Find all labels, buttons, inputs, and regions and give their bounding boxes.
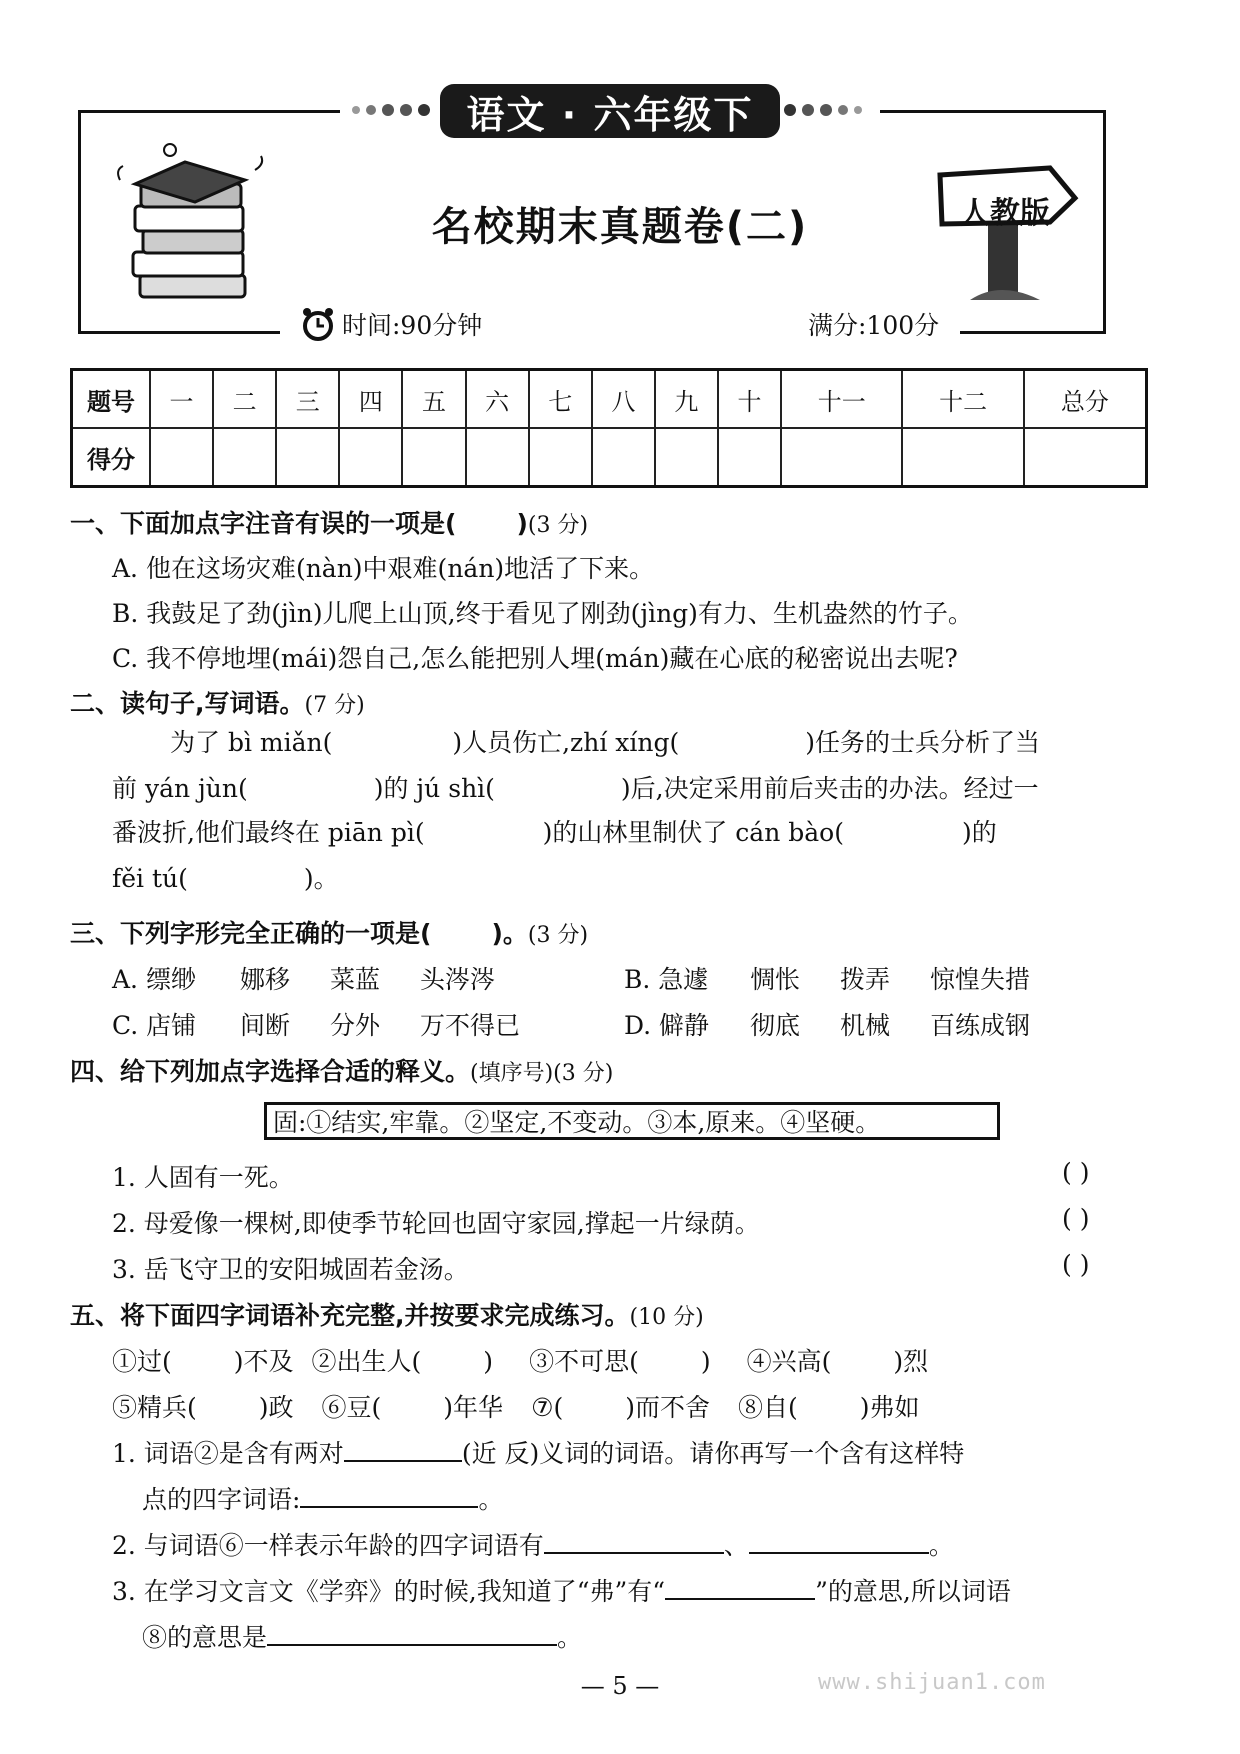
- question-5-title: [70, 1296, 704, 1332]
- q5-sub-2: [112, 1526, 954, 1562]
- option-word: 头涔涔: [420, 965, 496, 994]
- sub-text: 点的四字词语:: [142, 1485, 301, 1514]
- table-cell: 四: [339, 370, 402, 429]
- word-part: )政: [258, 1393, 294, 1422]
- table-cell: 九: [655, 370, 718, 429]
- question-3-title: [70, 914, 588, 950]
- line-text: )人员伤亡,zhí xíng(: [452, 728, 680, 757]
- score-input-cell[interactable]: [402, 428, 465, 487]
- line-text: )任务的士兵分析了当: [805, 728, 1040, 757]
- score-input-cell[interactable]: [529, 428, 592, 487]
- score-input-cell[interactable]: [276, 428, 339, 487]
- table-cell: 八: [592, 370, 655, 429]
- score-input-cell[interactable]: [466, 428, 529, 487]
- answer-line[interactable]: [267, 1620, 557, 1646]
- line-text: )的山林里制伏了 cán bào(: [542, 818, 844, 847]
- line-text: 为了 bì miǎn(: [170, 728, 333, 757]
- word-part: ③不可思(: [529, 1347, 639, 1376]
- word-part: )而不舍: [625, 1393, 710, 1422]
- question-text: 一、下面加点字注音有误的一项是(: [70, 509, 457, 538]
- score-input-cell[interactable]: [213, 428, 276, 487]
- score-table: [70, 368, 1148, 488]
- points-label: (填序号)(3 分): [470, 1061, 614, 1086]
- option-word: D. 僻静: [624, 1011, 710, 1040]
- word-part: ⑦(: [531, 1393, 564, 1422]
- sub-text: 3. 在学习文言文《学弈》的时候,我知道了“弗”有“: [112, 1577, 666, 1606]
- sub-text: 。: [557, 1623, 583, 1652]
- alarm-clock-icon: [300, 306, 336, 342]
- q2-line-3: [112, 820, 997, 845]
- option-word: 机械: [840, 1011, 891, 1040]
- question-text: 三、下列字形完全正确的一项是(: [70, 919, 432, 948]
- answer-paren[interactable]: ( ): [1062, 1250, 1090, 1279]
- score-input-cell[interactable]: [592, 428, 655, 487]
- page-number: — 5 —: [580, 1672, 660, 1700]
- table-cell: 总分: [1024, 370, 1147, 429]
- option-word: 惆怅: [750, 965, 801, 994]
- word-part: ⑥豆(: [321, 1393, 382, 1422]
- option-d: [624, 1006, 1030, 1042]
- score-input-cell[interactable]: [655, 428, 718, 487]
- watermark: www.shijuan1.com: [818, 1670, 1046, 1695]
- q5-sub-1: [112, 1434, 964, 1470]
- option-word: 拨弄: [840, 965, 891, 994]
- decor-dots-left: [352, 100, 430, 120]
- answer-line[interactable]: [300, 1482, 478, 1508]
- table-cell: 十二: [902, 370, 1023, 429]
- q5-sub-1-cont: [142, 1480, 503, 1516]
- signpost-icon: [930, 160, 1080, 310]
- question-2-title: [70, 684, 365, 720]
- answer-line[interactable]: [665, 1574, 815, 1600]
- option-word: 分外: [330, 1011, 381, 1040]
- sub-text: 。: [478, 1485, 504, 1514]
- sub-text: ”的意思,所以词语: [815, 1577, 1011, 1606]
- score-input-cell[interactable]: [781, 428, 902, 487]
- word-part: ②出生人(: [311, 1347, 422, 1376]
- answer-line[interactable]: [544, 1528, 724, 1554]
- points-label: (7 分): [304, 693, 365, 718]
- option-word: 间断: [240, 1011, 291, 1040]
- full-score-label: 满分:100分: [808, 311, 940, 340]
- line-text: )后,决定采用前后夹击的办法。经过一: [620, 774, 1039, 803]
- table-header-cell: 题号: [72, 370, 151, 429]
- sub-text: 。: [928, 1531, 954, 1560]
- table-cell: 十: [718, 370, 781, 429]
- option-word: 惊惶失措: [930, 965, 1031, 994]
- q2-line-2: [112, 776, 1039, 801]
- score-input-cell[interactable]: [718, 428, 781, 487]
- option-word: C. 店铺: [112, 1011, 197, 1040]
- table-cell: 十一: [781, 370, 902, 429]
- option-word: 娜移: [240, 965, 291, 994]
- option-word: 万不得已: [420, 1011, 521, 1040]
- option-word: B. 急遽: [624, 965, 709, 994]
- question-text: ): [516, 509, 528, 538]
- q5-row-2: [112, 1388, 920, 1424]
- option-b: B. 我鼓足了劲(jìn)儿爬上山顶,终于看见了刚劲(jìng)有力、生机盎然的竹子。: [112, 599, 973, 628]
- points-label: (3 分): [527, 923, 589, 948]
- subject-badge: 语文 · 六年级下: [440, 84, 780, 138]
- q4-item-3: 3. 岳飞守卫的安阳城固若金汤。: [112, 1255, 469, 1284]
- sub-text: ⑧的意思是: [142, 1623, 268, 1652]
- sub-text: 1. 词语②是含有两对: [112, 1439, 344, 1468]
- decor-dots-right: [784, 100, 862, 120]
- word-part: ①过(: [112, 1347, 172, 1376]
- option-word: A. 缥缈: [112, 965, 196, 994]
- sub-text: 、: [723, 1531, 749, 1560]
- score-input-cell[interactable]: [339, 428, 402, 487]
- option-b: [624, 960, 1030, 996]
- option-word: 菜蓝: [330, 965, 381, 994]
- word-part: ): [700, 1347, 711, 1376]
- table-cell: 二: [213, 370, 276, 429]
- q4-item-2: 2. 母爱像一棵树,即使季节轮回也固守家园,撑起一片绿荫。: [112, 1209, 760, 1238]
- sub-text: (近 反)义词的词语。请你再写一个含有这样特: [461, 1439, 965, 1468]
- table-cell: 一: [150, 370, 213, 429]
- table-row: [72, 428, 1147, 487]
- question-text: 四、给下列加点字选择合适的释义。: [70, 1057, 471, 1086]
- q5-sub-3: [112, 1572, 1011, 1608]
- question-text: 五、将下面四字词语补充完整,并按要求完成练习。: [70, 1301, 630, 1330]
- word-part: )弗如: [859, 1393, 920, 1422]
- answer-paren[interactable]: ( ): [1062, 1158, 1090, 1187]
- score-input-cell[interactable]: [1024, 428, 1147, 487]
- time-label: 时间:90分钟: [342, 311, 483, 340]
- table-cell: 三: [276, 370, 339, 429]
- option-a: [112, 960, 495, 996]
- score-input-cell[interactable]: [150, 428, 213, 487]
- question-4-title: [70, 1052, 613, 1088]
- word-part: )不及: [233, 1347, 294, 1376]
- answer-line[interactable]: [749, 1528, 929, 1554]
- word-part: ④兴高(: [746, 1347, 832, 1376]
- page-title: 名校期末真题卷(二): [431, 204, 809, 250]
- table-header-cell: 得分: [72, 428, 151, 487]
- points-label: (10 分): [629, 1305, 704, 1330]
- q5-sub-3-cont: [142, 1618, 582, 1654]
- table-cell: 七: [529, 370, 592, 429]
- q2-line-1: [170, 730, 1040, 755]
- question-text: )。: [491, 919, 528, 948]
- score-input-cell[interactable]: [902, 428, 1023, 487]
- line-text: )的 jú shì(: [373, 774, 495, 803]
- word-part: ⑤精兵(: [112, 1393, 197, 1422]
- option-c: [112, 1006, 520, 1042]
- edition-label: 人教版: [960, 196, 1050, 231]
- time-info: [300, 306, 482, 342]
- option-word: 彻底: [750, 1011, 801, 1040]
- line-text: )。: [303, 864, 339, 893]
- answer-line[interactable]: [344, 1436, 462, 1462]
- definition-box: 固:①结实,牢靠。②坚定,不变动。③本,原来。④坚硬。: [264, 1102, 1000, 1140]
- table-cell: 六: [466, 370, 529, 429]
- word-part: ): [483, 1347, 494, 1376]
- sub-text: 2. 与词语⑥一样表示年龄的四字词语有: [112, 1531, 544, 1560]
- q4-item-1: 1. 人固有一死。: [112, 1163, 294, 1192]
- word-part: )烈: [893, 1347, 929, 1376]
- option-word: 百练成钢: [930, 1011, 1031, 1040]
- answer-paren[interactable]: ( ): [1062, 1204, 1090, 1233]
- word-part: )年华: [443, 1393, 504, 1422]
- line-text: )的: [961, 818, 997, 847]
- q5-row-1: [112, 1342, 928, 1378]
- table-cell: 五: [402, 370, 465, 429]
- option-a: A. 他在这场灾难(nàn)中艰难(nán)地活了下来。: [112, 554, 655, 583]
- word-part: ⑧自(: [738, 1393, 798, 1422]
- question-1-title: [70, 504, 588, 540]
- line-text: 前 yán jùn(: [112, 774, 248, 803]
- option-c: C. 我不停地埋(mái)怨自己,怎么能把别人埋(mán)藏在心底的秘密说出去呢?: [112, 644, 958, 673]
- question-text: 二、读句子,写词语。: [70, 689, 305, 718]
- line-text: 番波折,他们最终在 piān pì(: [112, 818, 425, 847]
- q2-line-4: [112, 866, 339, 891]
- line-text: fěi tú(: [112, 864, 188, 893]
- table-row: [72, 370, 1147, 429]
- points-label: (3 分): [527, 513, 589, 538]
